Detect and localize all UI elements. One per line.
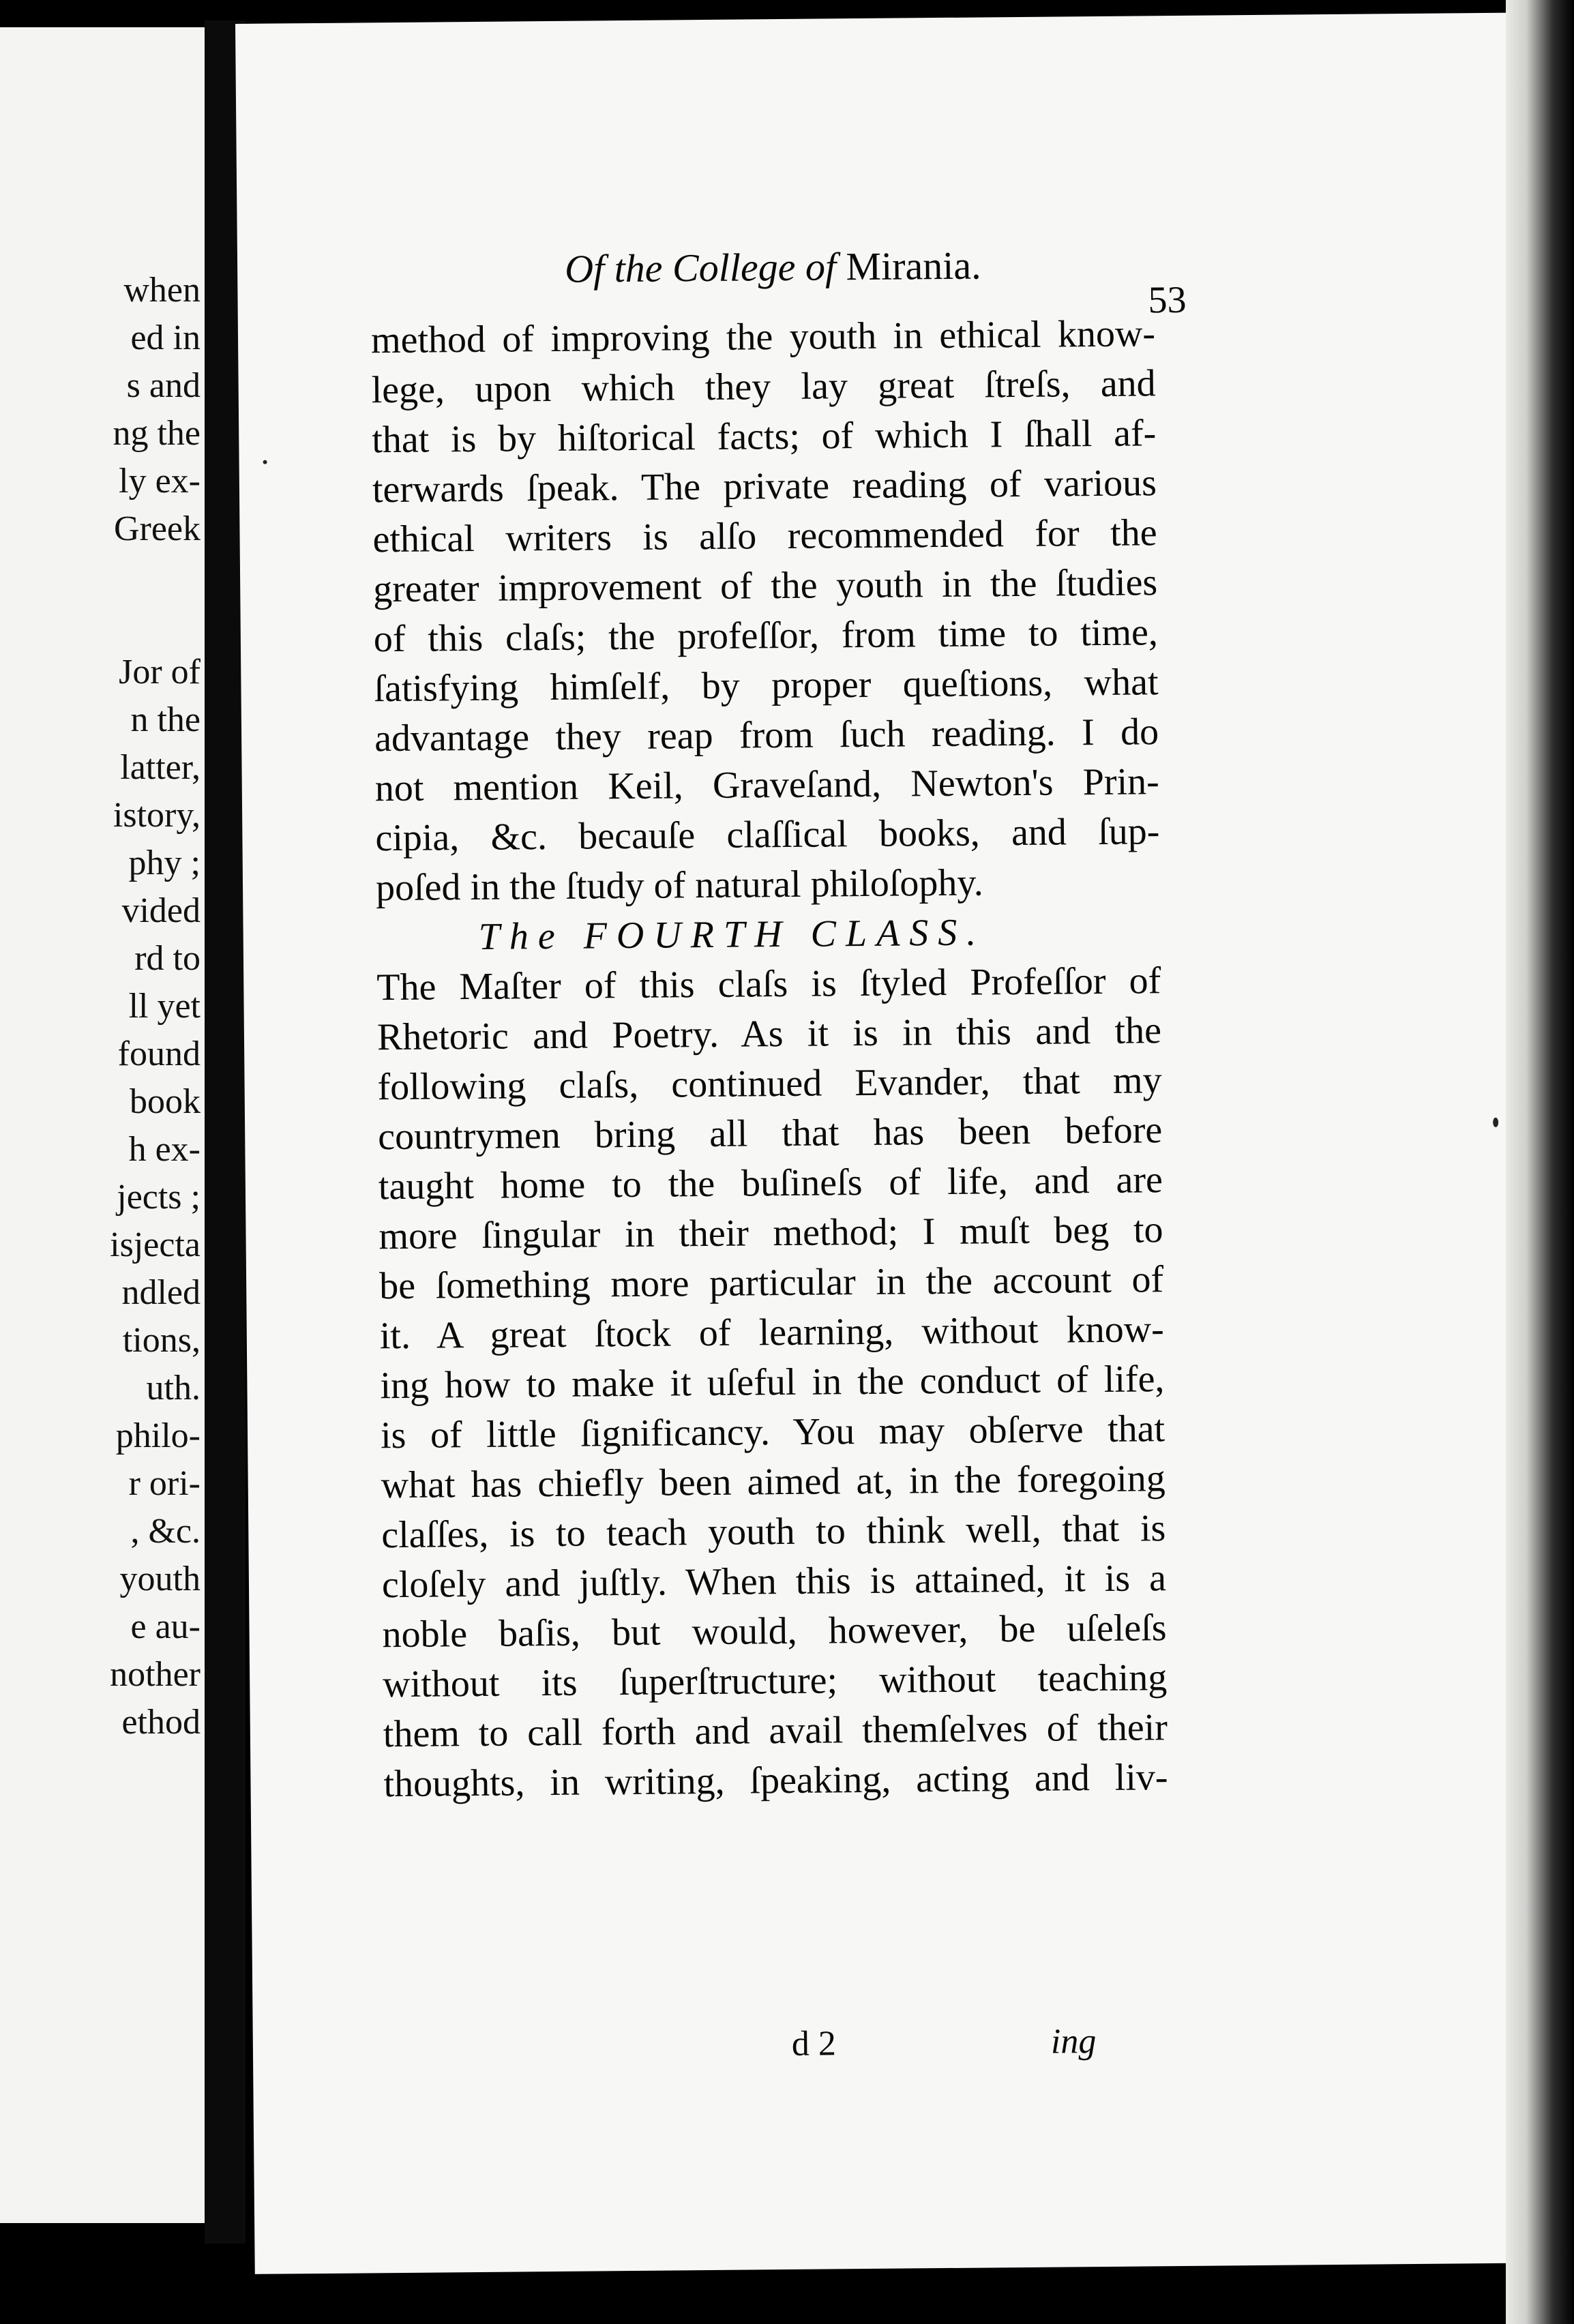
left-page-fragment: ed in bbox=[130, 318, 201, 357]
text-line: of this claſs; the profeſſor, from time to time, bbox=[373, 611, 1159, 661]
text-line: terwards ſpeak. The private reading of various bbox=[372, 462, 1157, 511]
text-line: greater improvement of the youth in the ſtudies bbox=[372, 561, 1158, 611]
left-page-fragment: ethod bbox=[121, 1703, 201, 1742]
text-line: what has chiefly been aimed at, in the foregoing bbox=[381, 1457, 1165, 1507]
left-page-fragment: rd to bbox=[134, 939, 201, 978]
running-head-place: Mirania. bbox=[846, 243, 981, 289]
text-line: claſſes, is to teach youth to think well, that is bbox=[381, 1507, 1166, 1557]
text-line: be ſomething more particular in the account of bbox=[378, 1258, 1164, 1308]
text-line: ethical writers is alſo recommended for the bbox=[372, 511, 1157, 561]
text-line: Rhetoric and Poetry. As it is in this and the bbox=[376, 1009, 1162, 1059]
left-page-fragment: r ori- bbox=[128, 1464, 201, 1503]
text-line: them to call forth and avail themſelves of their bbox=[383, 1706, 1168, 1756]
text-line: poſed in the ſtudy of natural philoſophy. bbox=[375, 861, 983, 910]
right-page bbox=[235, 12, 1551, 2274]
left-page-fragment: Jor of bbox=[119, 653, 201, 691]
left-page-fragment: uth. bbox=[146, 1369, 201, 1407]
left-page-fragment: tions, bbox=[122, 1321, 201, 1360]
text-line: countrymen bring all that has been before bbox=[377, 1109, 1163, 1159]
text-line: without its ſuperſtructure; without teaching bbox=[382, 1656, 1168, 1706]
left-page-fragment: ly ex- bbox=[119, 462, 201, 501]
text-line: not mention Keil, Graveſand, Newton's Prin- bbox=[374, 760, 1160, 810]
left-page-fragment: e au- bbox=[130, 1607, 201, 1646]
left-page-fragment: s and bbox=[126, 366, 201, 405]
left-page-fragment: isjecta bbox=[110, 1225, 201, 1264]
page-edge-shadow bbox=[1506, 0, 1574, 2324]
text-line: it. A great ſtock of learning, without know- bbox=[379, 1308, 1165, 1358]
left-page-fragment: ndled bbox=[121, 1273, 201, 1312]
text-line: taught home to the buſineſs of life, and are bbox=[378, 1159, 1163, 1208]
left-page-fragment: nother bbox=[110, 1655, 201, 1694]
left-page-fragment: when bbox=[123, 271, 201, 310]
text-line: ſatisfying himſelf, by proper queſtions, what bbox=[374, 661, 1159, 711]
left-page-fragment: book bbox=[130, 1082, 201, 1121]
left-page-fragment: ng the bbox=[113, 414, 201, 453]
running-head-prefix: Of the College of bbox=[564, 244, 846, 291]
left-page-fragment: Greek bbox=[113, 509, 201, 548]
text-line: is of little ſignificancy. You may obſerve that bbox=[380, 1407, 1165, 1457]
text-line: ing how to make it uſeful in the conduct of life, bbox=[380, 1358, 1165, 1407]
scan-speck bbox=[1493, 1118, 1498, 1127]
scan-speck bbox=[263, 460, 267, 464]
left-page-fragment: philo- bbox=[115, 1416, 201, 1455]
section-heading: The FOURTH CLASS. bbox=[478, 911, 986, 958]
left-page-fragment: n the bbox=[130, 700, 201, 739]
left-page-fragment: youth bbox=[119, 1560, 201, 1598]
text-line: following claſs, continued Evander, that my bbox=[377, 1059, 1162, 1109]
signature-mark: d 2 bbox=[791, 2024, 837, 2064]
left-page-fragment: vided bbox=[121, 891, 201, 930]
left-page-fragment: h ex- bbox=[128, 1130, 201, 1169]
text-line: more ſingular in their method; I muſt beg to bbox=[378, 1208, 1163, 1258]
left-page-fragment: , &c. bbox=[130, 1512, 201, 1551]
running-head bbox=[565, 242, 981, 291]
page-number: 53 bbox=[1148, 278, 1187, 322]
catchword: ing bbox=[1050, 2022, 1097, 2061]
text-line: thoughts, in writing, ſpeaking, acting and liv- bbox=[383, 1756, 1168, 1806]
text-line: cloſely and juſtly. When this is attained, it is a bbox=[381, 1557, 1167, 1607]
left-page-fragment: ll yet bbox=[128, 987, 201, 1026]
text-line: noble baſis, but would, however, be uſeleſs bbox=[382, 1607, 1167, 1656]
text-line: cipia, &c. becauſe claſſical books, and ſup- bbox=[375, 810, 1160, 860]
text-line: advantage they reap from ſuch reading. I do bbox=[374, 711, 1159, 760]
left-page-fragment: phy ; bbox=[128, 844, 201, 882]
body-text bbox=[371, 309, 1168, 1809]
left-page-fragment: istory, bbox=[113, 796, 201, 835]
left-page-fragment: found bbox=[117, 1034, 201, 1073]
left-page-fragment: jects ; bbox=[117, 1178, 201, 1217]
text-line: The Maſter of this claſs is ſtyled Profeſſor of bbox=[376, 959, 1161, 1009]
text-line: that is by hiſtorical facts; of which I ſhall af- bbox=[372, 412, 1157, 462]
text-line: method of improving the youth in ethical know- bbox=[370, 312, 1156, 362]
text-line: lege, upon which they lay great ſtreſs, and bbox=[371, 362, 1156, 412]
left-page-fragment: latter, bbox=[120, 748, 201, 787]
left-page bbox=[0, 27, 205, 2223]
